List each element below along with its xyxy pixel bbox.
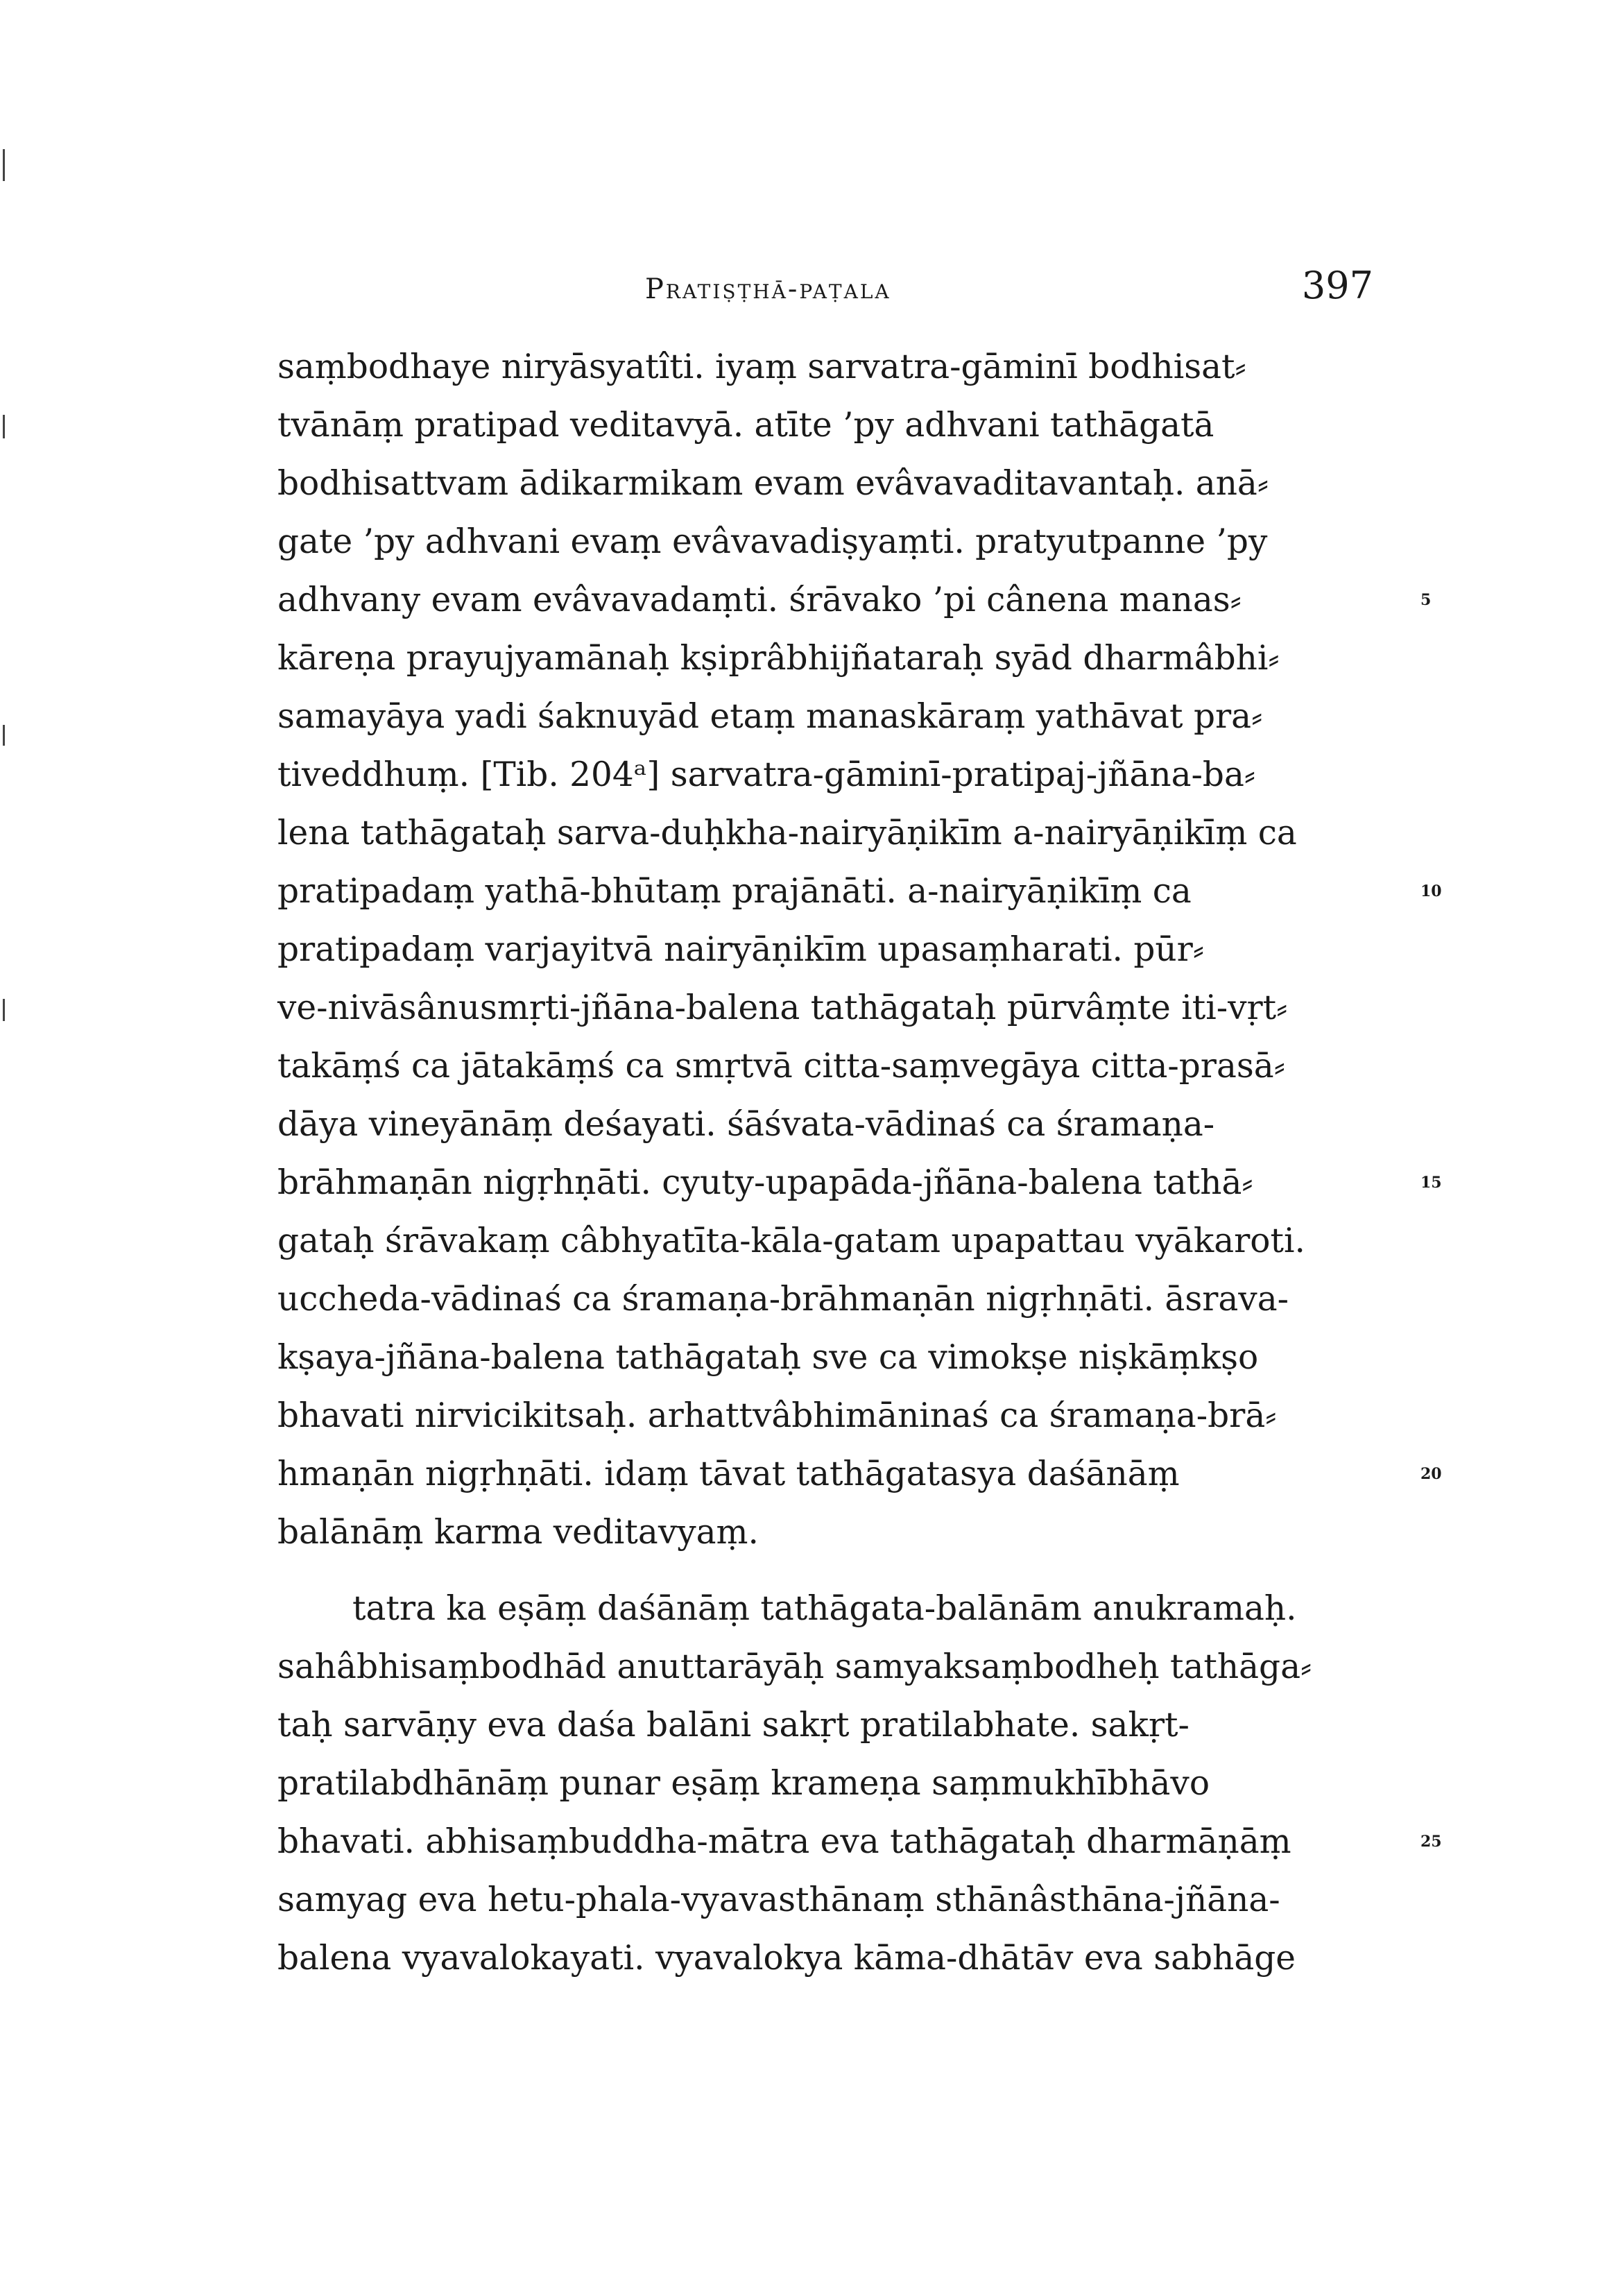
text-line: bhavati. abhisaṃbuddha-mātra eva tathāgataḥ dharmāṇāṃ <box>277 1822 1291 1861</box>
line-number: 15 <box>1420 1174 1442 1192</box>
scan-edge-mark <box>3 999 5 1021</box>
text-line: kāreṇa prayujyamānaḥ kṣiprâbhijñataraḥ syād dharmâbhi⸗ <box>277 639 1280 678</box>
scan-edge-mark <box>3 415 5 438</box>
text-line: gate ’py adhvani evaṃ evâvavadiṣyaṃti. pratyutpanne ’py <box>277 522 1268 561</box>
text-line: samayāya yadi śaknuyād etaṃ manaskāraṃ yathāvat pra⸗ <box>277 697 1263 736</box>
text-line: tiveddhuṃ. [Tib. 204ᵃ] sarvatra-gāminī-pratipaj-jñāna-ba⸗ <box>277 755 1256 794</box>
text-line: bhavati nirvicikitsaḥ. arhattvâbhimāninaś ca śramaṇa-brā⸗ <box>277 1396 1277 1435</box>
text-line: kṣaya-jñāna-balena tathāgataḥ sve ca vimokṣe niṣkāṃkṣo <box>277 1338 1259 1377</box>
text-line: samyag eva hetu-phala-vyavasthānaṃ sthānâsthāna-jñāna- <box>277 1881 1280 1919</box>
text-line: adhvany evam evâvavadaṃti. śrāvako ’pi cânena manas⸗ <box>277 581 1242 619</box>
page-number: 397 <box>1301 264 1373 307</box>
line-number: 10 <box>1420 882 1442 900</box>
text-line: brāhmaṇān nigṛhṇāti. cyuty-upapāda-jñāna-balena tathā⸗ <box>277 1163 1253 1202</box>
text-line: balena vyavalokayati. vyavalokya kāma-dhātāv eva sabhāge <box>277 1939 1296 1978</box>
scan-edge-mark <box>3 149 5 181</box>
line-number: 20 <box>1420 1465 1442 1483</box>
running-head <box>277 264 1373 326</box>
text-line: tvānāṃ pratipad veditavyā. atīte ’py adhvani tathāgatā <box>277 406 1214 445</box>
text-line: ve-nivāsânusmṛti-jñāna-balena tathāgataḥ pūrvâṃte iti-vṛt⸗ <box>277 988 1288 1027</box>
text-line: dāya vineyānāṃ deśayati. śāśvata-vādinaś ca śramaṇa- <box>277 1105 1215 1144</box>
running-title: Pratiṣṭhā-paṭala <box>645 273 891 305</box>
scan-edge-mark <box>3 725 5 746</box>
line-number: 5 <box>1420 591 1432 609</box>
text-line: bodhisattvam ādikarmikam evam evâvavaditavantaḥ. anā⸗ <box>277 464 1269 503</box>
line-number: 25 <box>1420 1833 1442 1851</box>
text-line: uccheda-vādinaś ca śramaṇa-brāhmaṇān nigṛhṇāti. āsrava- <box>277 1280 1289 1319</box>
text-line: balānāṃ karma veditavyaṃ. <box>277 1513 759 1552</box>
text-line: pratipadaṃ yathā-bhūtaṃ prajānāti. a-nairyāṇikīṃ ca <box>277 872 1192 911</box>
text-line: pratipadaṃ varjayitvā nairyāṇikīm upasaṃharati. pūr⸗ <box>277 930 1204 969</box>
text-line: lena tathāgataḥ sarva-duḥkha-nairyāṇikīm a-nairyāṇikīṃ ca <box>277 814 1297 853</box>
text-line: gataḥ śrāvakaṃ câbhyatīta-kāla-gatam upapattau vyākaroti. <box>277 1222 1305 1260</box>
text-line: tatra ka eṣāṃ daśānāṃ tathāgata-balānām anukramaḥ. <box>352 1589 1297 1628</box>
text-line: saṃbodhaye niryāsyatîti. iyaṃ sarvatra-gāminī bodhisat⸗ <box>277 348 1246 386</box>
text-line: hmaṇān nigṛhṇāti. idaṃ tāvat tathāgatasya daśānāṃ <box>277 1455 1180 1493</box>
text-line: taḥ sarvāṇy eva daśa balāni sakṛt pratilabhate. sakṛt- <box>277 1706 1190 1745</box>
text-line: sahâbhisaṃbodhād anuttarāyāḥ samyaksaṃbodheḥ tathāga⸗ <box>277 1647 1312 1686</box>
text-line: pratilabdhānāṃ punar eṣāṃ krameṇa saṃmukhībhāvo <box>277 1764 1210 1803</box>
text-line: takāṃś ca jātakāṃś ca smṛtvā citta-saṃvegāya citta-prasā⸗ <box>277 1047 1285 1086</box>
